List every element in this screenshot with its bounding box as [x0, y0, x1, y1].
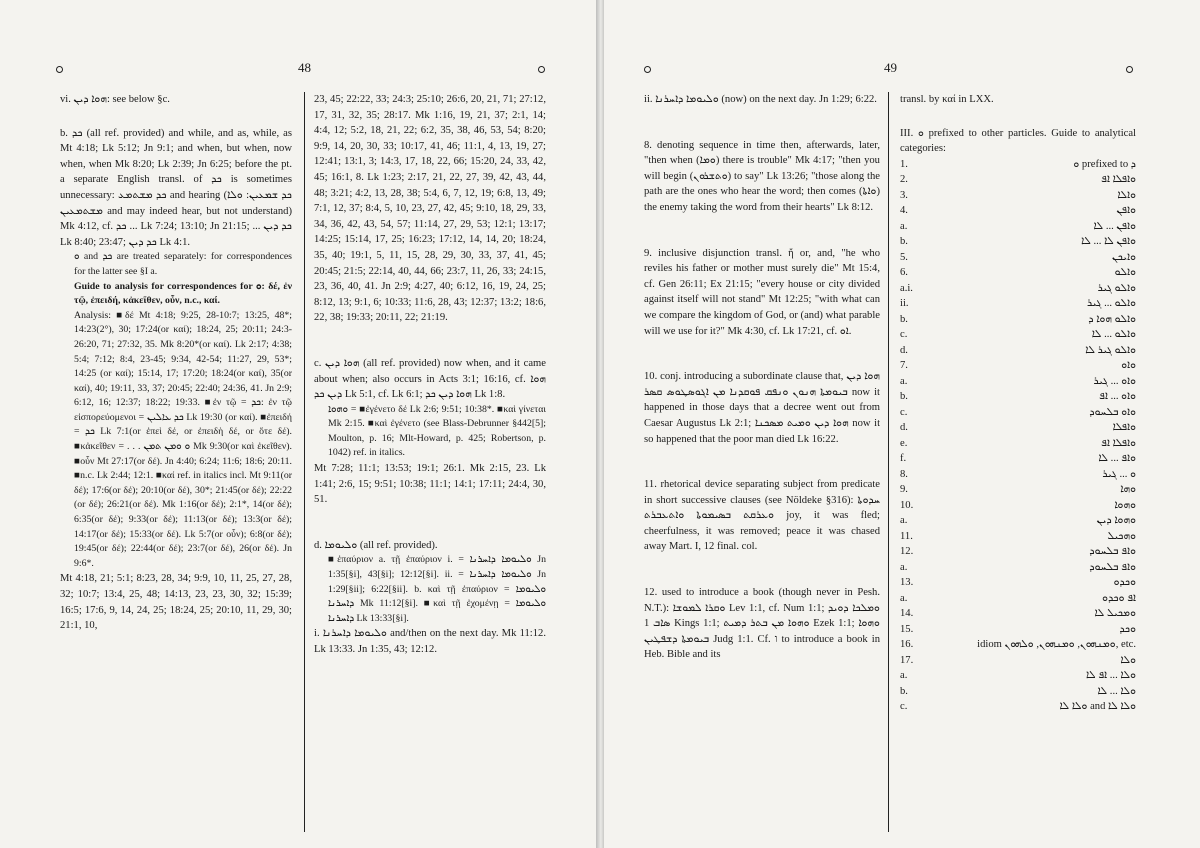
category-value: ܘܟܕܘ — [1113, 577, 1136, 589]
category-value: ܘܐܦܠܐ ܐܦ — [1101, 174, 1136, 186]
category-row — [900, 358, 1136, 374]
category-row — [900, 343, 1136, 359]
category-value: ܘܐܘ ... ܓܝܪ — [1093, 375, 1136, 387]
section-8: 8. denoting sequence in time then, afterwards, later, "then when (ܘܡܐ) there is trouble" Mk 4:17; "then you will begin (ܘܬܫܪܘܢ) to say" Lk 13:26; "those along the path are the ones who hear the word; then comes (ܘܐܬܐ) the enemy taking the word from their hearts" Lk 8:12. — [644, 139, 880, 213]
category-row — [900, 219, 1136, 235]
category-value: ܘܐܦܢ — [1116, 205, 1136, 217]
category-key: 16. — [900, 639, 914, 651]
reference-list-continued: 23, 45; 22:22, 33; 24:3; 25:10; 26:6, 20, 21, 71; 27:12, 17, 31, 32, 35; 28:17. Mk 1:16, 19, 21, 37; 2:1, 14; 4:4, 12; 5:2, 18, 21, 22; 6:2, 35, 38, 46, 53, 54; 8:20; 9:9, 14, 20, 30, 33; 10:17, 41, 46; 11:1, 4, 13, 19, 27; 12:41; 13:1, 3; 14:3, 17, 18, 22, 66; 15:20, 24, 33, 42, 45; 16:1, 8. Lk 1:23; 2:17, 21, 22, 27, 39, 42, 43, 44, 48; 3:21; 4:2, 13, 28, 38; 5:4, 6, 7, 12, 19; 6:8, 13, 49; 7:1, 12, 37; 8:4, 5, 10, 23, 27, 42, 45; 9:10, 18, 29, 33, 34, 36, 42, 43, 54, 57; 11:14, 27, 29, 53; 12:1; 13:17; 14:25; 15:14, 17, 25; 16:23; 17:12, 14, 14, 20; 18:24, 35, 40; 19:1, 5, 11, 15, 28, 29, 30, 33, 37, 41, 45; 20:45; 21:5; 22:14, 40, 44, 66; 23:7, 11, 26, 33; 24:15, 23, 36, 40, 41. Jn 2:9; 4:27, 40; 6:12, 16, 19, 24, 25; 8:12, 13; 9:1, 6; 10:33; 11:6, 28, 43; 12:37; 13:2; 18:6, 22, 38; 19:33; 20:11, 22; 21:19. — [314, 94, 546, 324]
category-value: ܘܗܘܐ ܕܝܢ — [1096, 515, 1136, 527]
category-key: a. — [900, 592, 908, 604]
section-11: 11. rhetorical device separating subject from predicate in short successive clauses (see Nöldeke §316): ܚܕܘܬܐ ܘܥܪܩܬ ܒܣܝܡܘܬܐ ܘܐܬܥܒܪܬ joy, it was fled; cheerfulness, it was removed; peace it was chased away Mart. I, 12 final. col. — [644, 479, 880, 553]
category-row — [900, 436, 1136, 452]
category-value: ܘܐܝܟܢ — [1111, 251, 1136, 263]
category-row — [900, 637, 1136, 653]
category-key: ii. — [900, 298, 909, 310]
section-b-note: ܘ and ܟܕ are treated separately: for correspondences for the latter see §I a. — [74, 251, 292, 277]
analytical-categories-list — [900, 157, 1136, 715]
book-gutter — [596, 0, 604, 848]
category-row — [900, 622, 1136, 638]
ring-hole-icon — [538, 66, 545, 73]
section-vi: vi. ܗܘܐ ܕܝܢ: see below §c. — [60, 94, 170, 105]
category-value: ܘܐܦ ܒܠܚܘܕ — [1089, 546, 1136, 558]
category-value: ܘܐܦܠܐ ܐܦ — [1101, 437, 1136, 449]
category-key: d. — [900, 422, 908, 434]
category-row — [900, 234, 1136, 250]
category-key: 14. — [900, 608, 914, 620]
right-page — [604, 0, 1200, 848]
continued-text: transl. by καί in LXX. — [900, 94, 994, 105]
category-row — [900, 591, 1136, 607]
category-row — [900, 529, 1136, 545]
category-value: ܘܐܠܘ ... ܓܝܪ — [1087, 298, 1136, 310]
category-value: ܘܗܐ — [1120, 484, 1136, 496]
category-key: d. — [900, 344, 908, 356]
category-value: ܘ ... ܓܝܪ — [1102, 468, 1136, 480]
category-key: b. — [900, 313, 908, 325]
right-column-2 — [900, 92, 1136, 840]
category-key: c. — [900, 406, 908, 418]
section-10: 10. conj. introducing a subordinate clause that, ܗܘܐ ܕܝܢ ܒܝܘܡܬܐ ܗܢܘܢ ܘܢܦܩ ܦܘܩܕܢܐ ܡܢ ܐܓܘܣܛܘܣ ܩܣܪ now it happened in those days that a decree went out from Caesar Augustus Lk 2:1; ܗܘܐ ܕܝܢ ܘܡܝܬ ܡܣܟܢܐ now it so happened that the poor man died Lk 16:22. — [644, 371, 880, 445]
category-key: c. — [900, 329, 908, 341]
category-row — [900, 668, 1136, 684]
category-row — [900, 560, 1136, 576]
category-value: ܘܐܘ — [1121, 360, 1136, 372]
category-row — [900, 451, 1136, 467]
category-row — [900, 606, 1136, 622]
category-value: ܐܦ ܘܟܕܘ — [1102, 592, 1136, 604]
category-value: ܘܐܠܘ ܓܝܪ — [1097, 282, 1136, 294]
category-key: 10. — [900, 499, 914, 511]
section-d-heading: d. ܘܠܝܘܡܐ (all ref. provided). — [314, 539, 438, 551]
category-value: ܘܐܦܢ ܠܐ ... ܠܐ — [1081, 236, 1136, 248]
category-key: 4. — [900, 205, 908, 217]
category-row — [900, 203, 1136, 219]
page-number: 49 — [884, 60, 897, 75]
category-row — [900, 281, 1136, 297]
category-value: ܘܐܘ ... ܐܦ — [1099, 391, 1136, 403]
category-key: 3. — [900, 189, 908, 201]
category-value: ܘܠܐ ... ܐܦ ܠܐ — [1085, 670, 1136, 682]
category-value: idiom ܘܡܢܗܘܢ, ܘܡܢܗܘܢ, ܘܠܗܘܢ, etc. — [977, 639, 1136, 651]
category-key: 17. — [900, 654, 914, 666]
ring-hole-icon — [644, 66, 651, 73]
category-key: a. — [900, 515, 908, 527]
category-row — [900, 188, 1136, 204]
analysis-paragraph: Analysis: ■δέ Mt 4:18; 9:25, 28-10:7; 13:25, 48*; 14:23(2°), 30; 17:24(or καί); 18:24, 25; 20:11; 24:3-26:20, 71; 27:32, 35. Mk 8:20*(or καί). Lk 2:17; 4:38; 5:4; 7:12; 8:4, 23-45; 9:34, 42-54; 11:27, 29, 53*; 14:25 (or καί); 15:14, 17; 17:20; 18:24(or καί), 35(or καί), 40; 19:11, 33, 37; 20:45; 22:40; 24:36, 41. Jn 2:9; 6:12, 16; 12:37; 18:22; 19:33. ■ἐν τῷ = ܟܕ: ἐν τῷ εἰσπορεύομενοι = ܟܕ ܥܐܠܝܢ Lk 19:30 (or καί). ■ἐπειδή = ܟܕ Lk 7:1(or ἐπεὶ δέ, or ἐπειδὴ δέ, or ὅτε δέ). ■κἀκεῖθεν = . . . ܘ ܘܡܢ ܬܡܢ Mk 9:30(or καὶ ἐκεῖθεν). ■οὖν Mt 27:17(or δέ). Jn 4:40; 6:24; 11:6; 18:6; 20:11. ■n.c. Lk 2:44; 12:1. ■καί ref. in italics incl. Mt 9:11(or δέ); 17:6(or δέ); 20:10(or δέ), 30*; 21:45(or δέ); 22:22 (or δέ); 26:21(or δέ). Mk 1:16(or δέ); 2:1*, 14(or δέ); 6:35(or δέ); 9:33(or δέ); 11:13(or δέ); 13:3(or δέ); 14:17(or δέ); 15:33(or δέ). Lk 5:7(or οὖν); 6:8(or δέ); 19:45(or δέ); 22:44(or δέ); 23:7(or δέ), 26(or δέ). Jn 9:6*. — [74, 309, 292, 569]
category-row — [900, 374, 1136, 390]
category-key: 6. — [900, 267, 908, 279]
section-ii: ii. ܘܠܝܘܡܐ ܕܐܚܪܢܐ (now) on the next day. Jn 1:29; 6:22. — [644, 94, 877, 105]
category-row — [900, 699, 1136, 715]
category-value: ܘ prefixed to ܕ — [1073, 158, 1136, 170]
category-key: f. — [900, 453, 907, 465]
category-value: ܘܐܘ ܒܠܚܘܕ — [1089, 406, 1136, 418]
category-key: b. — [900, 236, 908, 248]
category-value: ܘܐܦ ... ܠܐ — [1098, 453, 1136, 465]
category-key: 2. — [900, 174, 908, 186]
section-d-i: i. ܘܠܝܘܡܐ ܕܐܚܪܢܐ and/then on the next day. Mk 11:12. Lk 13:33. Jn 1:35, 43; 12:12. — [314, 628, 546, 655]
category-key: 12. — [900, 546, 914, 558]
category-row — [900, 513, 1136, 529]
category-key: a. — [900, 220, 908, 232]
category-key: a. — [900, 670, 908, 682]
category-key: 15. — [900, 623, 914, 635]
category-key: 8. — [900, 468, 908, 480]
category-row — [900, 172, 1136, 188]
category-key: 11. — [900, 530, 913, 542]
category-key: 1. — [900, 158, 908, 170]
category-value: ܘܐܠܘ — [1114, 267, 1136, 279]
category-value: ܘܐܦܢ ... ܠܐ — [1093, 220, 1136, 232]
ring-hole-icon — [56, 66, 63, 73]
category-value: ܘܗܟܝܠ — [1107, 530, 1136, 542]
category-key: b. — [900, 685, 908, 697]
category-value: ܘܠܐ ܠܐ and ܘܠܐ ܠܐ — [1059, 701, 1136, 713]
category-row — [900, 157, 1136, 173]
category-value: ܘܡܟܝܠ ܠܐ — [1094, 608, 1136, 620]
category-row — [900, 405, 1136, 421]
category-row — [900, 265, 1136, 281]
category-key: a. — [900, 561, 908, 573]
right-column-1 — [644, 92, 880, 840]
category-key: 7. — [900, 360, 908, 372]
category-value: ܘܐܠܘ ܗܘܐ ܕ — [1088, 313, 1136, 325]
page-number: 48 — [298, 60, 311, 75]
left-page — [0, 0, 596, 848]
category-value: ܘܠܐ — [1120, 654, 1136, 666]
category-key: a. — [900, 375, 908, 387]
category-value: ܘܐܠܐ — [1117, 189, 1136, 201]
section-12: 12. used to introduce a book (though never in Pesh. N.T.): ܘܩܪܐ ܠܡܘܫܐ Lev 1:1, cf. Num 1:1; ܘܡܠܟܐ ܕܘܝܕ ܣܐܒ 1 Kings 1:1; ܘܗܘܐ ܡܢ ܒܬܪ ܕܡܝܬ Ezek 1:1; ܘܗܘܐ ܒܝܘܡܬܐ ܕܫܦܛܝܢ Judg 1:1. Cf. ו to introduce a book in Heb. Bible and its — [644, 587, 880, 661]
category-row — [900, 296, 1136, 312]
category-row — [900, 250, 1136, 266]
reference-list: Mt 4:18, 21; 5:1; 8:23, 28, 34; 9:9, 10, 11, 25, 27, 28, 32; 10:7; 13:4, 25, 48; 14:13, 23, 23, 30, 32; 15:39; 16:5; 17:6, 9, 14, 24, 25; 18:24, 25; 20:10, 11, 29, 30; 21:1, 10, — [60, 573, 292, 632]
section-c-note: ܘܗܘܐ = ■ἐγένετο δέ Lk 2:6; 9:51; 10:38*. ■καὶ γίνεται Mk 2:15. ■καὶ ἐγένετο (see Blass-Debrunner §442[5]; Moulton, p. 16; Mlt-Howard, p. 425; Robertson, p. 1042) ref. in italics. — [328, 403, 546, 459]
category-row — [900, 575, 1136, 591]
category-value: ܘܐܠܘ ܓܝܪ ܠܐ — [1085, 344, 1136, 356]
category-value: ܘܐܦܠܐ — [1112, 422, 1136, 434]
category-value: ܘܟܕ — [1119, 623, 1136, 635]
category-row — [900, 389, 1136, 405]
category-row — [900, 312, 1136, 328]
category-value: ܘܗܘܐ — [1114, 499, 1136, 511]
category-value: ܘܐܠܘ ... ܠܐ — [1091, 329, 1136, 341]
category-value: ܘܠܐ ... ܠܐ — [1097, 685, 1136, 697]
guide-to-analysis: Guide to analysis for correspondences for ܘ: δέ, ἐν τῷ, ἐπειδή, κἀκεῖθεν, οὖν, n.c., καί. — [74, 280, 292, 307]
category-row — [900, 482, 1136, 498]
section-c-references: Mt 7:28; 11:1; 13:53; 19:1; 26:1. Mk 2:15, 23. Lk 1:41; 2:6, 15; 9:51; 10:38; 11:1; 14:1; 17:11; 24:4, 30, 51. — [314, 463, 546, 506]
left-column-2 — [314, 92, 546, 840]
category-key: 9. — [900, 484, 908, 496]
section-b-heading: b. ܟܕ (all ref. provided) and while, and as, while, as Mt 4:18; Lk 5:12; Jn 9:1; and when, but when, now when, when Mk 8:20; Lk 2:39; Jn 6:25; before the pt. a separate English transl. of ܟܕ is sometimes unnecessary: ܟܕ ܡܫܬܡܥ and hearing (ܟܕ ܫܡܥܝܢ: ܘܠܐ ܡܫܬܡܥܝܢ and may indeed hear, but not understand) Mk 4:12, cf. ܟܕ ... Lk 7:24; 13:10; Jn 21:15; ... ܟܕ ܕܝܢ Lk 8:40; 23:47; ܟܕ ܕܝܢ Lk 4:1. — [60, 127, 292, 248]
column-divider — [888, 92, 889, 832]
ring-hole-icon — [1126, 66, 1133, 73]
category-key: a.i. — [900, 282, 913, 294]
category-row — [900, 684, 1136, 700]
category-row — [900, 420, 1136, 436]
category-row — [900, 544, 1136, 560]
section-c-heading: c. ܗܘܐ ܕܝܢ (all ref. provided) now when, and it came about when; also occurs in Acts 3:1; 16:16, cf. ܗܘܐ ܕܝܢ ܟܕ Lk 5:1, cf. Lk 6:1; ܗܘܐ ܕܝܢ ܟܕ Lk 1:8. — [314, 357, 546, 401]
column-divider — [304, 92, 305, 832]
category-key: e. — [900, 437, 908, 449]
category-key: c. — [900, 701, 908, 713]
section-iii-heading: III. ܘ prefixed to other particles. Guide to analytical categories: — [900, 127, 1136, 155]
category-value: ܘܐܦ ܒܠܚܘܕ — [1089, 561, 1136, 573]
category-row — [900, 467, 1136, 483]
left-column-1 — [60, 92, 292, 840]
section-9: 9. inclusive disjunction transl. ἤ or, and, "he who reviles his father or mother must surely die" Mt 15:4, cf. Gen 26:11; Ex 21:15; "every house or city divided against itself will not stand" Mt 12:25; "with what can we compare the kingdom of God, or (and) what parable will we use for it?" Mk 4:30, cf. Lk 17:21, cf. ܐܘ. — [644, 247, 880, 337]
category-row — [900, 498, 1136, 514]
category-key: 13. — [900, 577, 914, 589]
category-row — [900, 327, 1136, 343]
category-key: 5. — [900, 251, 908, 263]
category-row — [900, 653, 1136, 669]
section-d-note: ■ἐπαύριον a. τῇ ἐπαύριον i. = ܘܠܝܘܡܐ ܕܐܚܪܢܐ Jn 1:35[§i], 43[§i]; 12:12[§i]. ii. = ܘܠܝܘܡܐ ܕܐܚܪܢܐ Jn 1:29[§ii]; 6:22[§ii]. b. καὶ τῇ ἐπαύριον = ܘܠܝܘܡܐ ܕܐܚܪܢܐ Mk 11:12[§i]. ■καὶ τῇ ἐχομένῃ = ܘܠܝܘܡܐ ܕܐܚܪܢܐ Lk 13:33[§i]. — [328, 554, 546, 624]
category-key: b. — [900, 391, 908, 403]
